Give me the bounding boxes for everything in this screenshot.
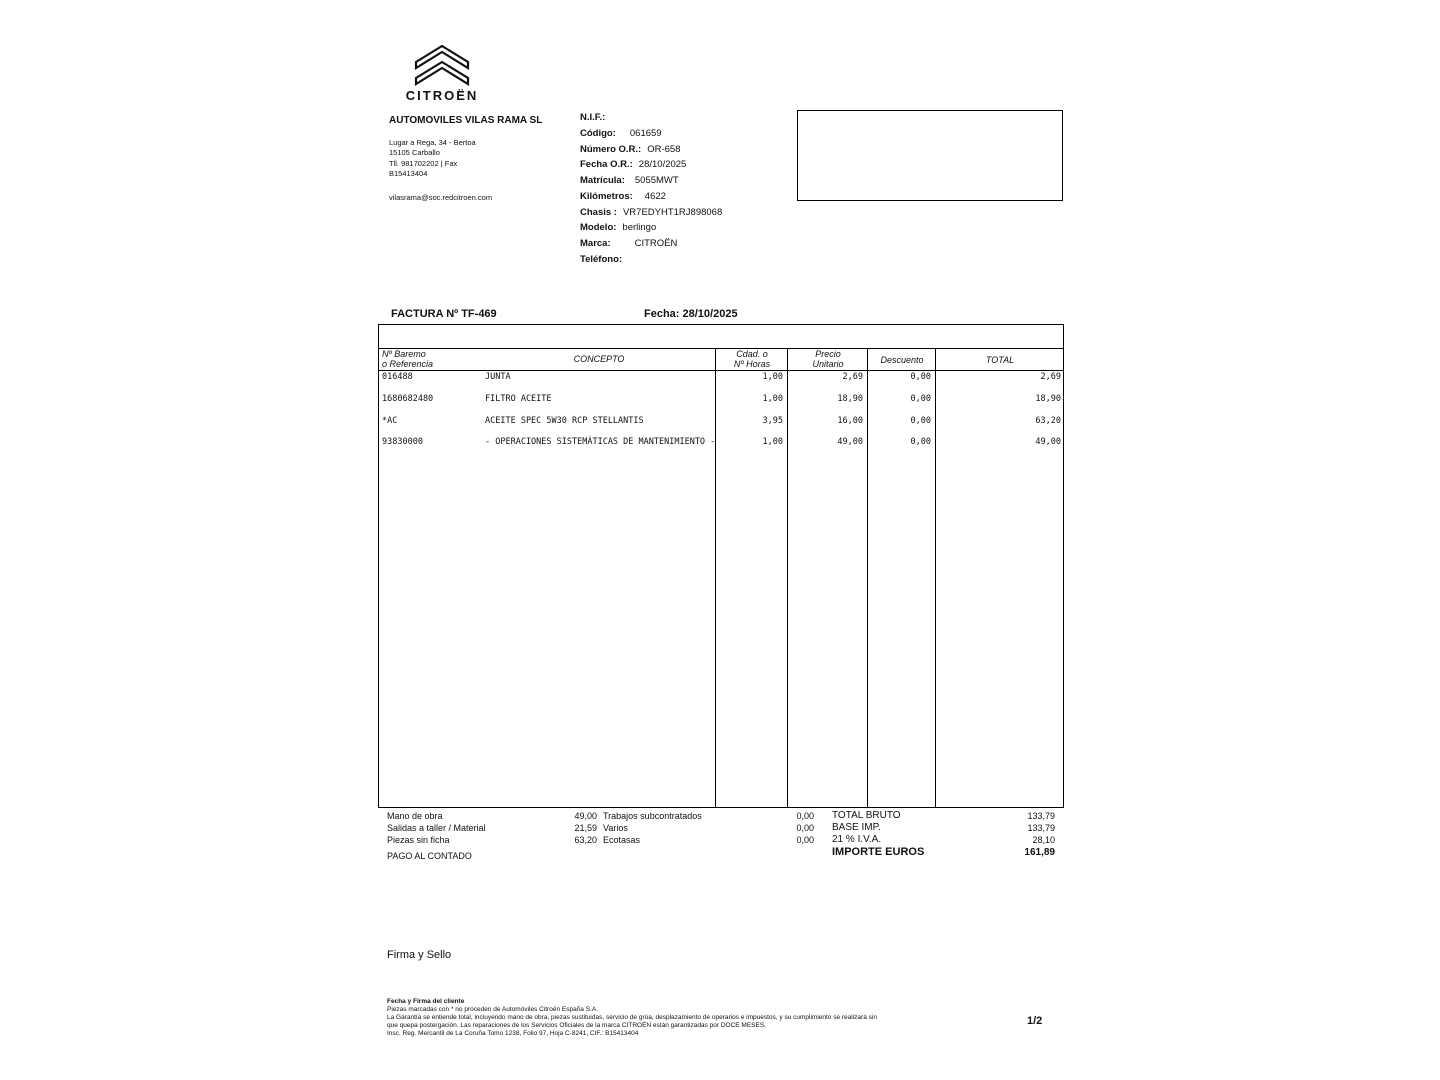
summary-value: 133,79 <box>1027 811 1055 821</box>
column-divider <box>715 348 716 807</box>
signature-label: Firma y Sello <box>387 949 452 961</box>
summary-value: 63,20 <box>574 835 597 845</box>
cell-precio: 2,69 <box>842 372 863 382</box>
column-divider <box>867 348 868 807</box>
company-email: vilasrama@soc.redcitroen.com <box>389 193 493 202</box>
cell-precio: 16,00 <box>837 416 863 426</box>
info-modelo <box>580 222 656 233</box>
footer-line: Fecha y Firma del cliente <box>387 998 465 1005</box>
summary-total-label: IMPORTE EUROS <box>832 846 925 858</box>
company-name: AUTOMOVILES VILAS RAMA SL <box>389 115 543 126</box>
summary-total-value: 161,89 <box>1024 847 1055 858</box>
chevrons-icon <box>412 40 472 86</box>
summary-label: TOTAL BRUTO <box>832 810 901 821</box>
column-divider <box>787 348 788 807</box>
cell-precio: 18,90 <box>837 394 863 404</box>
invoice-date: Fecha: 28/10/2025 <box>644 308 738 320</box>
info-label: Marca: <box>580 238 611 249</box>
cell-descuento: 0,00 <box>910 416 931 426</box>
header-precio-line: Unitario <box>812 359 844 369</box>
info-label: N.I.F.: <box>580 112 606 123</box>
header-ref-line: Nº Baremo <box>382 349 426 359</box>
footer-line: Piezas marcadas con * no proceden de Automóviles Citroën España S.A. <box>387 1006 599 1013</box>
info-value: 28/10/2025 <box>638 159 687 170</box>
info-label: Kilómetros: <box>580 191 633 202</box>
cell-ref: 93830000 <box>382 437 423 447</box>
cell-concepto: FILTRO ACEITE <box>485 394 552 404</box>
summary-value: 133,79 <box>1027 823 1055 833</box>
info-fecha-or <box>580 159 686 170</box>
payment-method: PAGO AL CONTADO <box>387 851 472 861</box>
logo-wordmark: CITROËN <box>405 88 479 103</box>
info-value: CITROËN <box>634 238 678 249</box>
summary-label: Varios <box>603 823 628 833</box>
cell-cantidad: 3,95 <box>762 416 783 426</box>
address-line: B15413404 <box>389 169 428 178</box>
summary-value: 21,59 <box>574 823 597 833</box>
client-address-box <box>797 110 1063 201</box>
info-label: Número O.R.: <box>580 144 642 155</box>
cell-cantidad: 1,00 <box>762 372 783 382</box>
table-header-divider <box>379 370 1063 371</box>
invoice-number: FACTURA Nº TF-469 <box>391 308 497 320</box>
summary-label: BASE IMP. <box>832 822 881 833</box>
address-line: Tll. 981702202 | Fax <box>389 159 458 168</box>
cell-cantidad: 1,00 <box>762 437 783 447</box>
info-nif <box>580 112 611 123</box>
header-ref-line: o Referencia <box>382 359 434 369</box>
info-chasis <box>580 207 722 218</box>
summary-value: 28,10 <box>1032 835 1055 845</box>
summary-label: Piezas sin ficha <box>387 835 450 845</box>
info-value: OR-658 <box>647 144 681 155</box>
info-numero-or <box>580 144 681 155</box>
footer-line: La Garantía se entiende total, incluyendo mano de obra, piezas sustituidas, servicio de grúa, desplazamiento de operarios e impuestos, y su cumplimiento se realizará sin <box>387 1014 877 1021</box>
info-label: Modelo: <box>580 222 617 233</box>
cell-concepto: JUNTA <box>485 372 511 382</box>
address-line: Lugar a Rega, 34 - Bertoa <box>389 138 476 147</box>
header-total: TOTAL <box>985 355 1015 365</box>
header-concepto: CONCEPTO <box>573 354 625 364</box>
header-ref <box>382 349 433 369</box>
info-value: 5055MWT <box>634 175 679 186</box>
cell-descuento: 0,00 <box>910 437 931 447</box>
header-precio-line: Precio <box>815 349 841 359</box>
info-kilometros <box>580 191 666 202</box>
info-label: Chasis : <box>580 207 617 218</box>
summary-label: Mano de obra <box>387 811 443 821</box>
info-matricula <box>580 175 679 186</box>
info-value: 4622 <box>644 191 666 202</box>
cell-descuento: 0,00 <box>910 372 931 382</box>
cell-concepto: - OPERACIONES SISTEMÁTICAS DE MANTENIMIENTO - <box>485 437 716 447</box>
info-value: VR7EDYHT1RJ898068 <box>622 207 723 218</box>
address-line: 15105 Carballo <box>389 148 440 157</box>
header-cantidad <box>717 349 787 369</box>
header-precio <box>789 349 867 369</box>
summary-label: 21 % I.V.A. <box>832 834 882 845</box>
footer-line: Insc. Reg. Mercantil de La Coruña Tomo 1238, Folio 97, Hoja C-8241, CIF.: B15413404 <box>387 1030 639 1037</box>
info-label: Teléfono: <box>580 254 623 265</box>
cell-precio: 49,00 <box>837 437 863 447</box>
info-value: berlingo <box>622 222 657 233</box>
summary-value: 0,00 <box>796 823 814 833</box>
summary-label: Trabajos subcontratados <box>603 811 702 821</box>
header-cantidad-line: Nº Horas <box>733 359 771 369</box>
info-telefono <box>580 254 628 265</box>
invoice-table <box>378 324 1064 808</box>
summary-value: 49,00 <box>574 811 597 821</box>
info-label: Código: <box>580 128 616 139</box>
cell-descuento: 0,00 <box>910 394 931 404</box>
header-descuento: Descuento <box>880 355 924 365</box>
summary-value: 0,00 <box>796 811 814 821</box>
summary-label: Salidas a taller / Material <box>387 823 486 833</box>
header-cantidad-line: Cdad. o <box>736 349 768 359</box>
info-value: 061659 <box>629 128 662 139</box>
footer-line: que quepa postergación. Las reparaciones de los Servicios Oficiales de la marca CITROËN están garantizadas por DOCE MESES. <box>387 1022 766 1029</box>
cell-ref: 1680682480 <box>382 394 434 404</box>
info-codigo <box>580 128 662 139</box>
cell-total: 2,69 <box>1040 372 1061 382</box>
info-label: Matrícula: <box>580 175 625 186</box>
column-divider <box>935 348 936 807</box>
cell-cantidad: 1,00 <box>762 394 783 404</box>
cell-total: 18,90 <box>1035 394 1061 404</box>
cell-ref: 016488 <box>382 372 413 382</box>
cell-total: 63,20 <box>1035 416 1061 426</box>
info-marca <box>580 238 677 249</box>
cell-concepto: ACEITE SPEC 5W30 RCP STELLANTIS <box>485 416 644 426</box>
citroen-logo <box>396 40 488 104</box>
cell-ref: *AC <box>382 416 398 426</box>
info-label: Fecha O.R.: <box>580 159 633 170</box>
cell-total: 49,00 <box>1035 437 1061 447</box>
summary-label: Ecotasas <box>603 835 641 845</box>
summary-value: 0,00 <box>796 835 814 845</box>
page-number: 1/2 <box>1027 1015 1043 1027</box>
